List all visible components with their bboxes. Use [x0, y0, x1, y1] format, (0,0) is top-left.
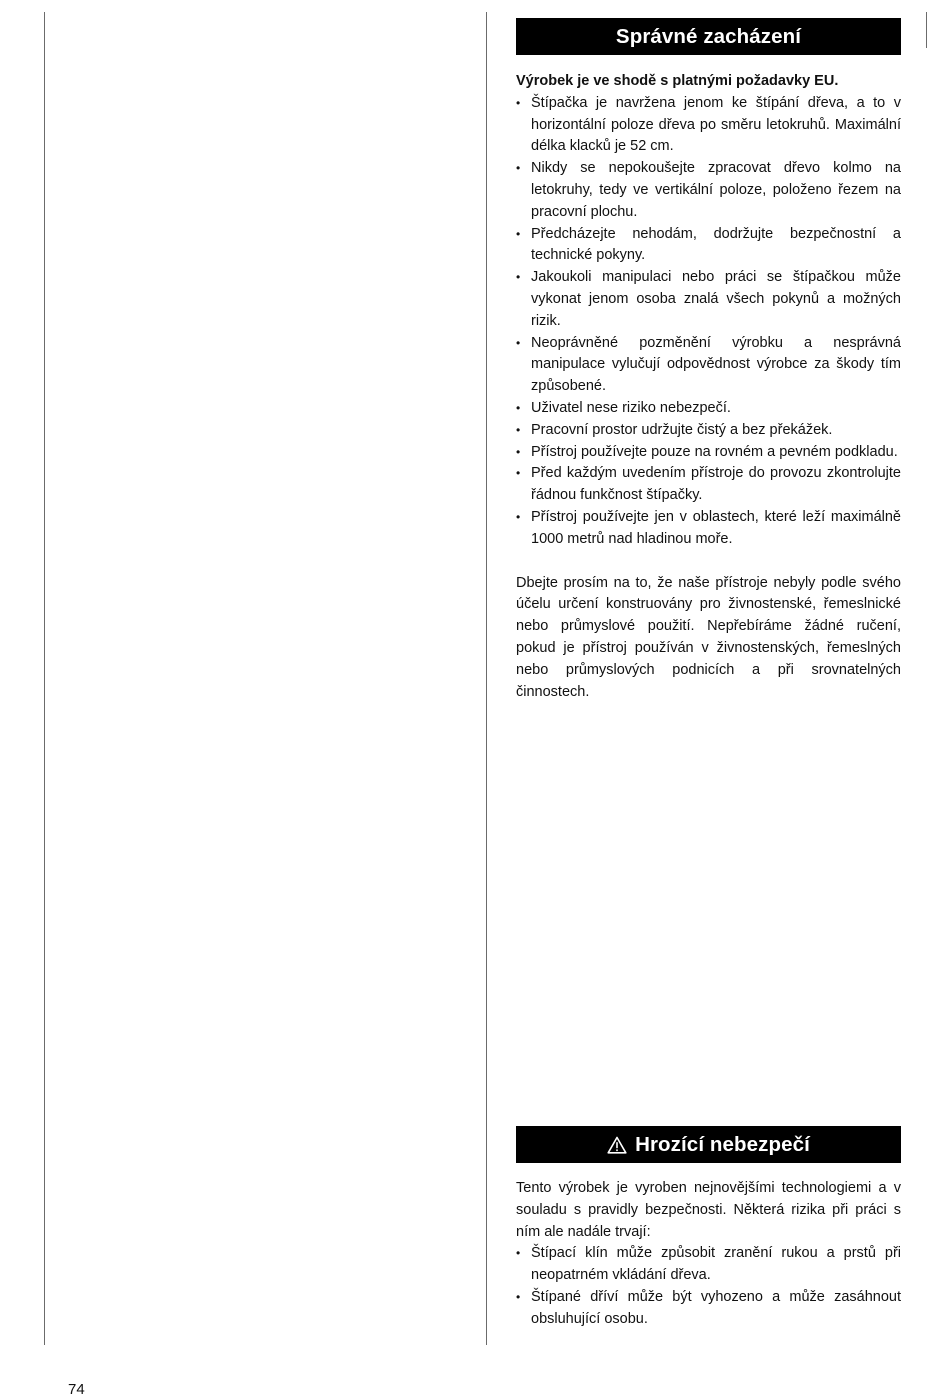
list-item: • Štípací klín může způsobit zranění rukou a prstů při neopatrném vkládání dřeva.: [516, 1243, 901, 1287]
list-item: • Uživatel nese riziko nebezpečí.: [516, 398, 901, 420]
list-item: • Štípačka je navržena jenom ke štípání dřeva, a to v horizontální poloze dřeva po směru letokruhů. Maximální délka klacků je 52 cm.: [516, 93, 901, 158]
section-heading-hazards: [516, 1126, 901, 1163]
page-number: 74: [68, 1381, 85, 1398]
section-title: Hrozící nebezpečí: [635, 1132, 810, 1156]
hazards-intro: Tento výrobek je vyroben nejnovějšími technologiemi a v souladu s pravidly bezpečnosti. Některá rizika při práci s ním ale nadále trvají:: [516, 1180, 901, 1240]
section-correct-use: [516, 18, 901, 703]
list-item: • Neoprávněné pozměnění výrobku a nesprávná manipulace vylučují odpovědnost výrobce za škody tím způsobené.: [516, 333, 901, 398]
list-item: • Přístroj používejte pouze na rovném a pevném podkladu.: [516, 442, 901, 464]
list-item: • Před každým uvedením přístroje do provozu zkontrolujte řádnou funkčnost štípačky.: [516, 463, 901, 507]
right-margin-rule: [926, 12, 927, 48]
column-divider-rule: [486, 12, 487, 1345]
warning-triangle-icon: [607, 1136, 627, 1154]
section-heading-correct-use: [516, 18, 901, 55]
list-item: • Nikdy se nepokoušejte zpracovat dřevo kolmo na letokruhy, tedy ve vertikální poloze, položeno řezem na pracovní plochu.: [516, 158, 901, 223]
list-item: • Jakoukoli manipulaci nebo práci se štípačkou může vykonat jenom osoba znalá všech pokynů a možných rizik.: [516, 267, 901, 332]
list-item: • Pracovní prostor udržujte čistý a bez překážek.: [516, 420, 901, 442]
list-item: • Přístroj používejte jen v oblastech, které leží maximálně 1000 metrů nad hladinou moře.: [516, 507, 901, 551]
hazards-list: [516, 1243, 901, 1330]
usage-rules-list: [516, 93, 901, 551]
section-title: Správné zacházení: [615, 24, 802, 48]
list-item: • Předcházejte nehodám, dodržujte bezpečnostní a technické pokyny.: [516, 224, 901, 268]
list-item: • Štípané dříví může být vyhozeno a může zasáhnout obsluhující osobu.: [516, 1287, 901, 1331]
compliance-statement: Výrobek je ve shodě s platnými požadavky EU.: [516, 73, 839, 89]
liability-paragraph: Dbejte prosím na to, že naše přístroje nebyly podle svého účelu určení konstruovány pro živnostenské, řemeslnické nebo průmyslové použití. Nepřebíráme žádné ručení, pokud je přístroj používán v živnostenských, řemeslných nebo průmyslových podnicích a při srovnatelných činnostech.: [516, 574, 901, 700]
left-margin-rule: [44, 12, 45, 1345]
section-hazards: [516, 1126, 901, 1331]
